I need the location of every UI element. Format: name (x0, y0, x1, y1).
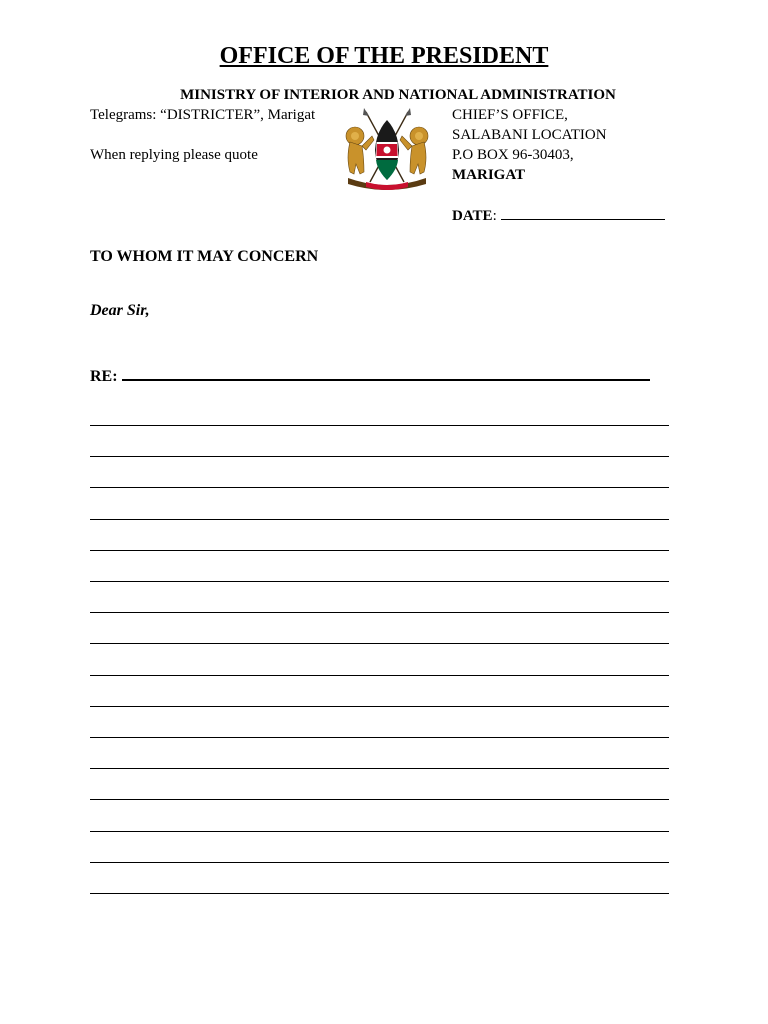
left-lion (346, 127, 374, 174)
date-field[interactable] (452, 205, 665, 226)
date-label: DATE (452, 208, 493, 224)
writing-line[interactable] (90, 799, 669, 800)
addressee-heading: TO WHOM IT MAY CONCERN (90, 248, 319, 265)
writing-line[interactable] (90, 550, 669, 551)
address-line-2: SALABANI LOCATION (452, 127, 607, 143)
writing-line[interactable] (90, 862, 669, 863)
date-separator: : (492, 208, 497, 224)
writing-line[interactable] (90, 706, 669, 707)
writing-line[interactable] (90, 519, 669, 520)
page-title: OFFICE OF THE PRESIDENT (219, 43, 549, 69)
date-blank-line[interactable] (501, 205, 665, 220)
writing-line[interactable] (90, 675, 669, 676)
writing-line[interactable] (90, 456, 669, 457)
writing-line[interactable] (90, 487, 669, 488)
shield (375, 120, 399, 180)
writing-line[interactable] (90, 581, 669, 582)
replying-note: When replying please quote (90, 147, 258, 163)
ministry-name: MINISTRY OF INTERIOR AND NATIONAL ADMINISTRATION (180, 87, 616, 103)
re-label: RE: (90, 368, 118, 385)
re-field[interactable] (90, 365, 650, 388)
re-blank-line[interactable] (122, 365, 650, 381)
writing-line[interactable] (90, 893, 669, 894)
address-line-1: CHIEF’S OFFICE, (452, 107, 568, 123)
salutation: Dear Sir, (90, 302, 150, 319)
telegrams-line: Telegrams: “DISTRICTER”, Marigat (90, 107, 316, 123)
address-line-4: MARIGAT (452, 167, 526, 183)
writing-line[interactable] (90, 831, 669, 832)
writing-line[interactable] (90, 643, 669, 644)
coat-of-arms-emblem (340, 106, 434, 196)
right-lion (400, 127, 428, 174)
writing-line[interactable] (90, 737, 669, 738)
writing-line[interactable] (90, 612, 669, 613)
address-line-3: P.O BOX 96-30403, (452, 147, 574, 163)
writing-line[interactable] (90, 768, 669, 769)
writing-line[interactable] (90, 425, 669, 426)
